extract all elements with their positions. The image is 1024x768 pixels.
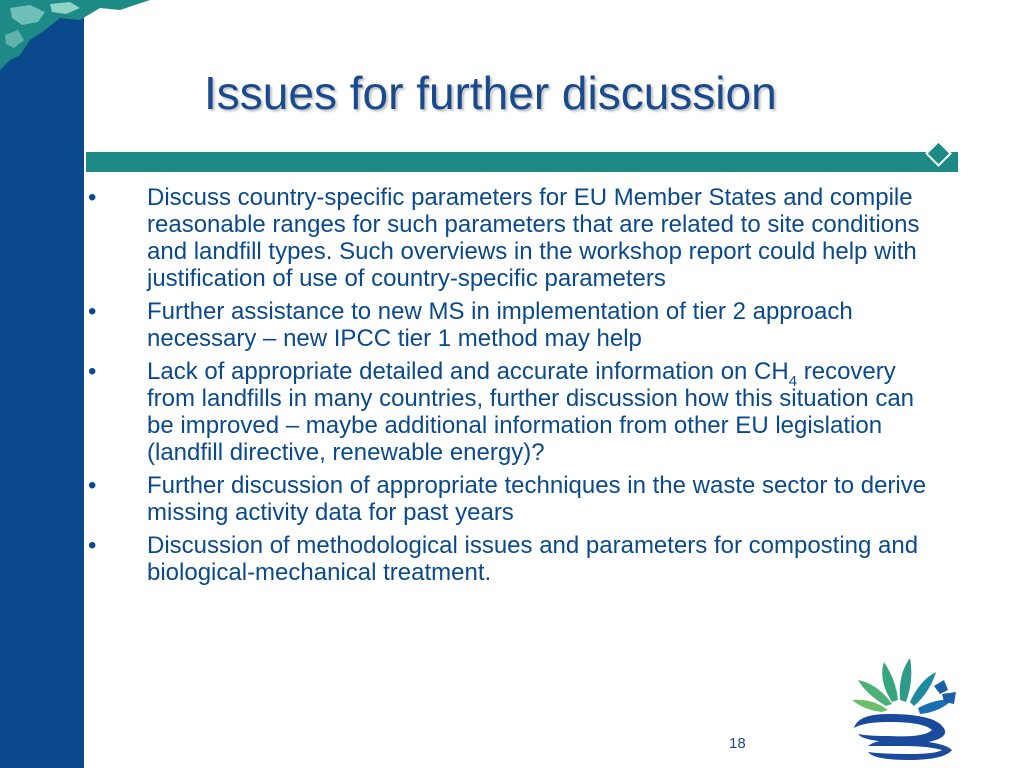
- bullet-text: Discussion of methodological issues and parameters for composting and biological-mechanical treatment.: [147, 532, 919, 586]
- bullet-dot: •: [88, 358, 97, 385]
- bullet-item: [86, 358, 936, 466]
- europe-map-graphic: [0, 0, 160, 70]
- bullet-text: Further assistance to new MS in implementation of tier 2 approach necessary – new IPCC tier 1 method may help: [147, 298, 853, 352]
- slide-title: Issues for further discussion: [204, 67, 777, 119]
- page-number: 18: [729, 735, 746, 752]
- organization-logo: [848, 650, 964, 762]
- bullet-text-part: Lack of appropriate detailed and accurate information on CH: [147, 358, 789, 385]
- bullet-item: [86, 298, 936, 352]
- bullet-dot: •: [88, 532, 97, 559]
- left-accent-bar: [0, 0, 84, 768]
- bullet-dot: •: [88, 298, 97, 325]
- bullet-item: [86, 184, 936, 292]
- bullet-text-part: recovery from landfills in many countries, further discussion how this situation can be improved – maybe additional information from other EU legislation (landfill directive, renewable energy)?: [147, 358, 915, 466]
- bullet-dot: •: [88, 184, 97, 211]
- bullet-list: [86, 184, 936, 592]
- bullet-item: [86, 472, 936, 526]
- bullet-item: [86, 532, 936, 586]
- bullet-text: Further discussion of appropriate techniques in the waste sector to derive missing activity data for past years: [147, 472, 927, 526]
- bullet-text: Discuss country-specific parameters for EU Member States and compile reasonable ranges for such parameters that are related to site conditions and landfill types. Such overviews in the workshop report could help with justification of use of country-specific parameters: [147, 184, 920, 292]
- subscript: 4: [788, 373, 798, 390]
- title-divider: [86, 152, 958, 172]
- bullet-dot: •: [88, 472, 97, 499]
